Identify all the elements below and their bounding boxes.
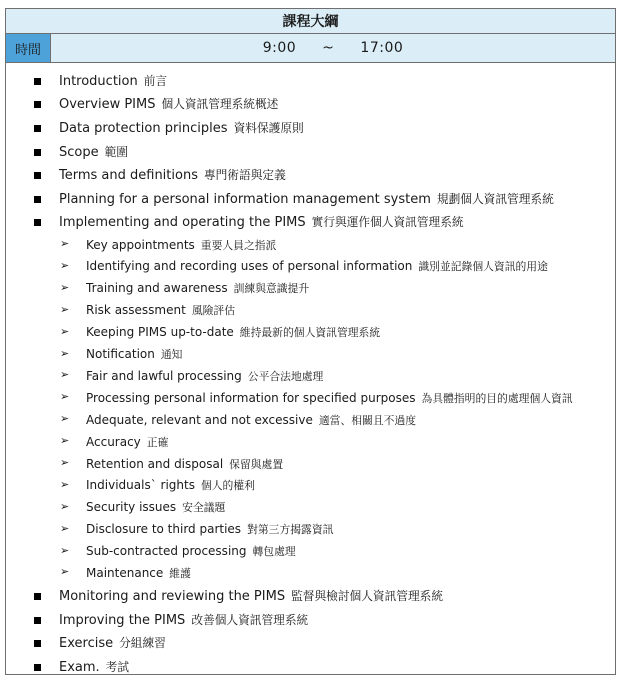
item-chinese: 資料保護原則 xyxy=(233,120,304,135)
time-start: 9:00 xyxy=(262,40,297,56)
sub-list-item-label xyxy=(86,522,333,537)
item-english: Processing personal information for specified purposes xyxy=(86,390,416,405)
time-label-cell xyxy=(6,34,51,62)
sub-list-item-label xyxy=(86,500,225,515)
list-item-label xyxy=(59,588,443,604)
list-item xyxy=(6,69,615,93)
sub-list-item-label xyxy=(86,544,296,559)
square-bullet-icon xyxy=(34,101,41,108)
arrow-bullet-icon: ➢ xyxy=(60,456,70,469)
time-label: 時間 xyxy=(14,42,41,58)
sub-list-item xyxy=(6,322,615,344)
arrow-bullet-icon: ➢ xyxy=(60,477,70,491)
square-bullet-icon xyxy=(34,172,41,179)
square-bullet-icon xyxy=(34,149,41,156)
item-chinese: 通知 xyxy=(160,348,183,362)
item-english: Introduction xyxy=(59,73,138,89)
item-english: Keeping PIMS up-to-date xyxy=(86,325,234,340)
arrow-bullet-icon: ➢ xyxy=(60,302,70,316)
item-english: Scope xyxy=(59,144,99,160)
arrow-bullet-icon: ➢ xyxy=(60,565,70,579)
item-english: Planning for a personal information management system xyxy=(59,191,431,207)
item-chinese: 前言 xyxy=(143,73,168,88)
item-chinese: 正確 xyxy=(146,435,169,449)
time-row xyxy=(6,34,615,63)
list-item xyxy=(6,608,615,632)
square-bullet-icon xyxy=(34,78,41,85)
item-english: Security issues xyxy=(86,500,177,515)
square-bullet-icon xyxy=(34,664,41,671)
sub-list-item-label xyxy=(86,391,573,406)
item-chinese: 範圍 xyxy=(104,144,128,159)
sub-list-item xyxy=(6,300,615,322)
list-item-label xyxy=(59,96,278,112)
item-english: Notification xyxy=(86,347,155,362)
item-chinese: 轉包處理 xyxy=(252,545,296,559)
outline-title xyxy=(6,9,615,34)
item-english: Exercise xyxy=(59,636,114,652)
item-chinese: 個人的權利 xyxy=(200,479,255,493)
item-english: Overview PIMS xyxy=(59,97,156,113)
item-chinese: 風險評估 xyxy=(191,304,236,318)
list-item-label xyxy=(59,635,166,651)
list-item xyxy=(6,116,615,140)
outline-top-items-a xyxy=(6,69,615,234)
item-english: Retention and disposal xyxy=(86,456,224,471)
list-item xyxy=(6,632,615,656)
item-english: Adequate, relevant and not excessive xyxy=(86,412,313,427)
item-chinese: 規劃個人資訊管理系統 xyxy=(436,191,554,206)
list-item-label xyxy=(59,659,129,675)
outline-list xyxy=(6,63,615,679)
list-item-label xyxy=(59,612,308,628)
square-bullet-icon xyxy=(34,219,41,226)
sub-list-item xyxy=(6,475,615,497)
sub-list-item-label xyxy=(86,325,380,340)
arrow-bullet-icon: ➢ xyxy=(60,346,70,360)
list-item xyxy=(6,584,615,608)
arrow-bullet-icon: ➢ xyxy=(60,521,70,535)
time-value-cell xyxy=(51,34,615,62)
sub-list-item xyxy=(6,387,615,409)
outline-top-items-b xyxy=(6,584,615,678)
sub-list-item-label xyxy=(86,238,276,253)
item-chinese: 專門術語與定義 xyxy=(203,168,286,183)
sub-list-item xyxy=(6,234,615,256)
arrow-bullet-icon: ➢ xyxy=(60,368,70,382)
item-english: Sub-contracted processing xyxy=(86,544,247,559)
item-english: Fair and lawful processing xyxy=(86,368,242,383)
item-chinese: 保留與處置 xyxy=(229,457,284,471)
square-bullet-icon xyxy=(34,593,41,600)
sub-list-item-label xyxy=(86,281,309,296)
item-english: Implementing and operating the PIMS xyxy=(59,215,306,231)
sub-list-item-label xyxy=(86,457,283,472)
item-english: Risk assessment xyxy=(86,303,186,318)
item-english: Accuracy xyxy=(86,434,141,449)
time-end: 17:00 xyxy=(360,40,404,56)
sub-list-item-label xyxy=(86,259,548,274)
list-item-label xyxy=(59,214,464,230)
course-outline-table xyxy=(5,8,616,675)
sub-list-item xyxy=(6,431,615,453)
square-bullet-icon xyxy=(34,196,41,203)
sub-list-item xyxy=(6,519,615,541)
sub-list-item-label xyxy=(86,435,168,450)
list-item-label xyxy=(59,120,304,136)
item-chinese: 安全議題 xyxy=(182,501,226,515)
sub-list-item-label xyxy=(86,478,255,493)
item-chinese: 適當、相關且不過度 xyxy=(318,413,417,427)
item-chinese: 改善個人資訊管理系統 xyxy=(191,612,309,627)
item-chinese: 維持最新的個人資訊管理系統 xyxy=(239,326,381,340)
arrow-bullet-icon: ➢ xyxy=(60,280,70,294)
arrow-bullet-icon: ➢ xyxy=(60,434,70,448)
list-item-label xyxy=(59,144,128,160)
outline-title-text: 課程大綱 xyxy=(282,14,339,30)
item-english: Key appointments xyxy=(86,237,195,252)
item-english: Monitoring and reviewing the PIMS xyxy=(59,589,286,605)
sub-list-item-label xyxy=(86,566,191,581)
arrow-bullet-icon: ➢ xyxy=(60,390,70,404)
sub-list-item-label xyxy=(86,369,323,384)
sub-list-item xyxy=(6,563,615,585)
item-english: Disclosure to third parties xyxy=(86,522,242,537)
sub-list-item xyxy=(6,256,615,278)
list-item-label xyxy=(59,167,286,183)
outline-sub-items xyxy=(6,234,615,584)
square-bullet-icon xyxy=(34,125,41,132)
item-english: Identifying and recording uses of personal information xyxy=(86,259,413,274)
arrow-bullet-icon: ➢ xyxy=(60,499,70,513)
item-chinese: 公平合法地處理 xyxy=(247,369,324,383)
item-english: Training and awareness xyxy=(86,281,228,296)
item-chinese: 分組練習 xyxy=(119,636,166,651)
item-chinese: 識別並記錄個人資訊的用途 xyxy=(418,260,548,274)
item-english: Terms and definitions xyxy=(59,168,198,184)
sub-list-item-label xyxy=(86,303,235,318)
item-chinese: 維護 xyxy=(169,566,191,580)
item-english: Improving the PIMS xyxy=(59,612,186,628)
sub-list-item xyxy=(6,453,615,475)
item-chinese: 訓練與意識提升 xyxy=(233,282,310,296)
arrow-bullet-icon: ➢ xyxy=(60,324,70,338)
list-item xyxy=(6,211,615,235)
item-chinese: 重要人員之指派 xyxy=(200,238,277,252)
item-chinese: 對第三方揭露資訊 xyxy=(247,523,334,537)
sub-list-item xyxy=(6,366,615,388)
arrow-bullet-icon: ➢ xyxy=(60,412,70,426)
list-item xyxy=(6,140,615,164)
list-item xyxy=(6,93,615,117)
arrow-bullet-icon: ➢ xyxy=(60,258,70,272)
sub-list-item xyxy=(6,344,615,366)
item-english: Individuals` rights xyxy=(86,478,195,493)
time-separator: ~ xyxy=(322,40,335,56)
arrow-bullet-icon: ➢ xyxy=(60,543,70,557)
list-item-label xyxy=(59,191,554,207)
item-english: Exam. xyxy=(59,659,100,675)
sub-list-item xyxy=(6,497,615,519)
square-bullet-icon xyxy=(34,617,41,624)
item-chinese: 考試 xyxy=(105,659,130,674)
sub-list-item xyxy=(6,541,615,563)
list-item xyxy=(6,655,615,679)
item-chinese: 監督與檢討個人資訊管理系統 xyxy=(291,589,444,604)
sub-list-item-label xyxy=(86,347,182,362)
sub-list-item xyxy=(6,409,615,431)
sub-list-item-label xyxy=(86,413,416,428)
arrow-bullet-icon: ➢ xyxy=(60,237,70,251)
list-item xyxy=(6,163,615,187)
item-chinese: 個人資訊管理系統概述 xyxy=(161,97,279,112)
item-chinese: 實行與運作個人資訊管理系統 xyxy=(311,215,464,230)
list-item xyxy=(6,187,615,211)
list-item-label xyxy=(59,73,167,89)
square-bullet-icon xyxy=(34,640,41,647)
item-chinese: 為具體指明的目的處理個人資訊 xyxy=(421,391,573,405)
sub-list-item xyxy=(6,278,615,300)
item-english: Data protection principles xyxy=(59,120,228,136)
item-english: Maintenance xyxy=(86,565,164,580)
